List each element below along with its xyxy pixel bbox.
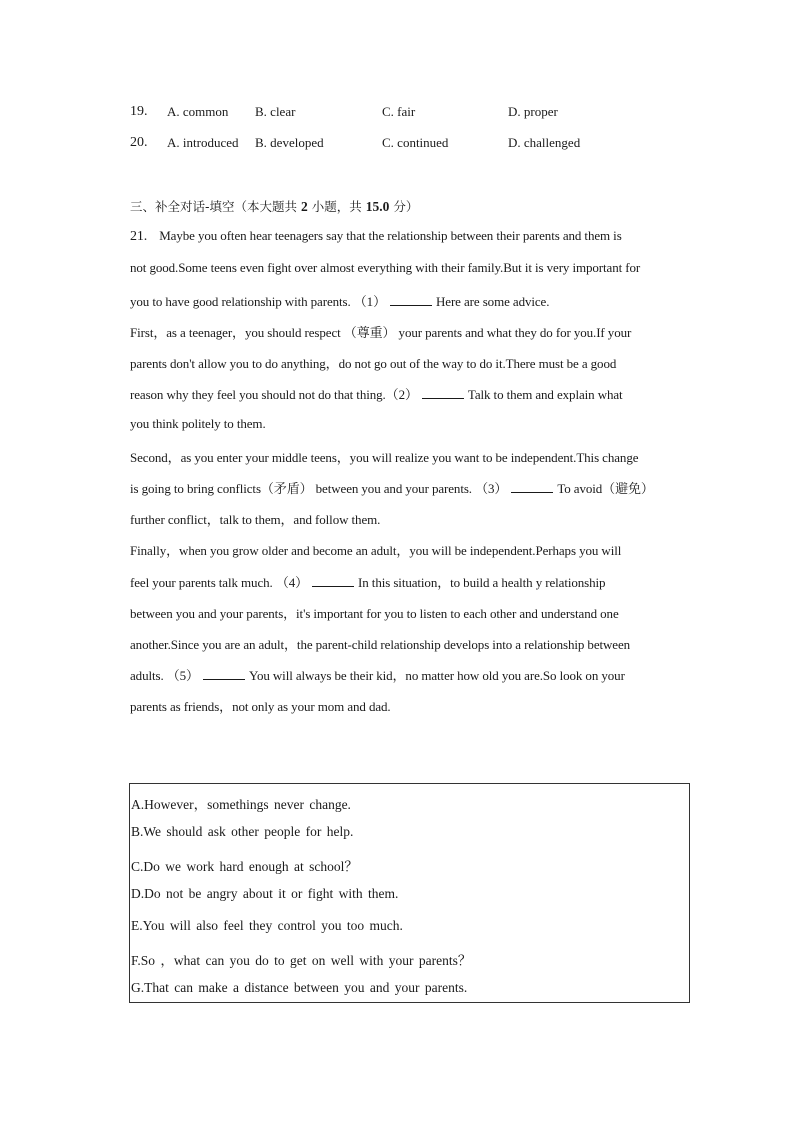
passage-text: You will always be their kid，no matter how old you are.So look on your	[248, 668, 625, 683]
passage-text: between you and your parents，it's important for you to listen to each other and understand one	[130, 606, 619, 621]
passage-text: Maybe you often hear teenagers say that the relationship between their parents and them is	[159, 228, 622, 243]
passage-line	[130, 603, 619, 622]
section-heading	[130, 197, 418, 215]
passage-line	[130, 416, 266, 432]
option-a: A. introduced	[167, 135, 239, 150]
passage-text: To avoid（避免）	[557, 481, 654, 496]
passage-text: adults. （5）	[130, 668, 199, 683]
section-heading-prefix: 三、补全对话-填空（本大题共	[130, 199, 298, 214]
section-score: 15.0	[365, 199, 390, 214]
passage-text: reason why they feel you should not do that thing.（2）	[130, 387, 418, 402]
passage-line	[130, 540, 621, 559]
passage-text: In this situation，to build a health y relationship	[358, 575, 606, 590]
passage-text: not good.Some teens even fight over almost everything with their family.But it is very important for	[130, 260, 641, 275]
passage-text: further conflict，talk to them，and follow them.	[130, 512, 381, 527]
passage-line	[130, 696, 391, 715]
passage-text: parents don't allow you to do anything，do not go out of the way to do it.There must be a good	[130, 356, 617, 371]
passage-text: another.Since you are an adult，the parent-child relationship develops into a relationship between	[130, 637, 631, 652]
answer-blank-2[interactable]	[422, 387, 464, 399]
answer-option-b: B.We should ask other people for help.	[131, 824, 354, 839]
passage-text: Finally，when you grow older and become an adult，you will be independent.Perhaps you will	[130, 543, 622, 558]
option-d: D. challenged	[508, 135, 581, 150]
passage-line	[130, 228, 622, 245]
section-heading-mid: 小题，共	[311, 199, 362, 214]
answer-option-e: E.You will also feel they control you too much.	[131, 918, 403, 933]
passage-line	[130, 478, 654, 497]
passage-text: First，as a teenager，you should respect （尊重） your parents and what they do for you.If your	[130, 325, 632, 340]
passage-line	[130, 509, 380, 528]
passage-line	[130, 291, 549, 310]
passage-line	[130, 665, 625, 684]
passage-text: parents as friends，not only as your mom and dad.	[130, 699, 391, 714]
passage-text: feel your parents talk much. （4）	[130, 575, 309, 590]
answer-options-box	[129, 783, 690, 1003]
question-number: 19.	[130, 104, 148, 119]
passage-line	[130, 353, 616, 372]
answer-option-g: G.That can make a distance between you and your parents.	[131, 980, 468, 995]
answer-option-a: A.However，somethings never change.	[131, 797, 351, 812]
passage-line	[130, 384, 623, 403]
passage-line	[130, 447, 638, 466]
passage-text: is going to bring conflicts（矛盾） between you and your parents. （3）	[130, 481, 508, 496]
answer-blank-5[interactable]	[203, 668, 245, 680]
answer-blank-4[interactable]	[312, 575, 354, 587]
passage-line	[130, 572, 605, 591]
passage-text: you think politely to them.	[130, 416, 266, 431]
option-c: C. continued	[382, 135, 449, 150]
option-b: B. clear	[255, 104, 296, 119]
option-c: C. fair	[382, 104, 416, 119]
section-heading-suffix: 分）	[393, 199, 419, 214]
answer-blank-3[interactable]	[511, 481, 553, 493]
passage-line	[130, 634, 630, 653]
passage-text: Here are some advice.	[435, 294, 550, 309]
answer-option-f: F.So ，what can you do to get on well with your parents？	[131, 953, 472, 968]
passage-text: Second，as you enter your middle teens，you will realize you want to be independent.This change	[130, 450, 639, 465]
passage-line	[130, 322, 631, 341]
passage-line	[130, 260, 640, 276]
question-number: 21.	[130, 229, 148, 244]
passage-text: you to have good relationship with parents. （1）	[130, 294, 386, 309]
passage-text: Talk to them and explain what	[467, 387, 623, 402]
question-number: 20.	[130, 135, 148, 150]
answer-blank-1[interactable]	[390, 294, 432, 306]
option-d: D. proper	[508, 104, 558, 119]
answer-option-d: D.Do not be angry about it or fight with them.	[131, 886, 399, 901]
option-a: A. common	[167, 104, 229, 119]
answer-option-c: C.Do we work hard enough at school？	[131, 859, 358, 874]
option-b: B. developed	[255, 135, 324, 150]
section-question-count: 2	[301, 199, 308, 214]
